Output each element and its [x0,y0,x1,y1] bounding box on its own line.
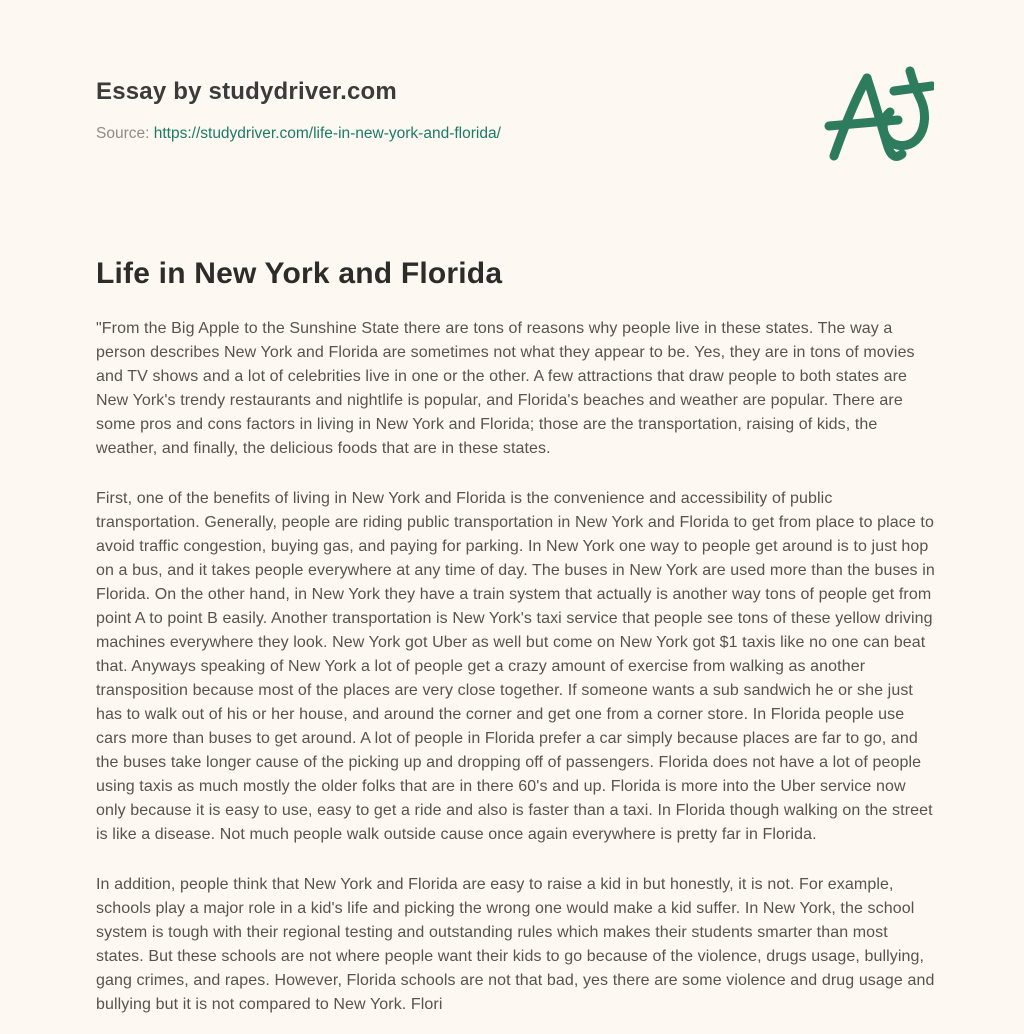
site-title: Essay by studydriver.com [96,78,397,105]
essay-paragraph-3: In addition, people think that New York and Florida are easy to raise a kid in but honestly, it is not. For example, schools play a major role in a kid's life and picking the wrong one would make a kid suffer. In New York, the school system is tough with their regional testing and outstanding rules which makes their students smarter than most states. But these schools are not where people want their kids to go because of the violence, drugs usage, bullying, gang crimes, and rapes. However, Florida schools are not that bad, yes there are some violence and drug usage and bullying but it is not compared to New York. Flori [96,876,935,1013]
a-plus-logo [822,60,934,170]
essay-body [96,317,936,1017]
essay-title: Life in New York and Florida [96,257,503,290]
source-line [96,125,936,143]
source-link[interactable]: https://studydriver.com/life-in-new-york-and-florida/ [153,125,501,142]
essay-paragraph-1: "From the Big Apple to the Sunshine State there are tons of reasons why people live in these states. The way a person describes New York and Florida are sometimes not what they appear to be. Yes, they are in tons of movies and TV shows and a lot of celebrities live in one or the other. A few attractions that draw people to both states are New York's trendy restaurants and nightlife is popular, and Florida's beaches and weather are popular. There are some pros and cons factors in living in New York and Florida; those are the transportation, raising of kids, the weather, and finally, the delicious foods that are in these states. [96,320,915,457]
essay-paragraph-2: First, one of the benefits of living in New York and Florida is the convenience and accessibility of public transportation. Generally, people are riding public transportation in New York and Florida to get from place to place to avoid traffic congestion, buying gas, and paying for parking. In New York one way to people get around is to just hop on a bus, and it takes people everywhere at any time of day. The buses in New York are used more than the buses in Florida. On the other hand, in New York they have a train system that actually is another way tons of people get from point A to point B easily. Another transportation is New York's taxi service that people see tons of these yellow driving machines everywhere they look. New York got Uber as well but come on New York got $1 taxis like no one can beat that. Anyways speaking of New York a lot of people get a crazy amount of exercise from walking as another transposition because most of the places are very close together. If someone wants a sub sandwich he or she just has to walk out of his or her house, and around the corner and get one from a corner store. In Florida people use cars more than buses to get around. A lot of people in Florida prefer a car simply because places are far to go, and the buses take longer cause of the picking up and dropping off of passengers. Florida does not have a lot of people using taxis as much mostly the older folks that are in there 60's and up. Florida is more into the Uber service now only because it is easy to use, easy to get a ride and also is faster than a taxi. In Florida though walking on the street is like a disease. Not much people walk outside cause once again everywhere is pretty far in Florida. [96,490,935,843]
page-header [96,78,936,143]
essay-article [96,257,936,1017]
source-label: Source: [96,125,150,142]
